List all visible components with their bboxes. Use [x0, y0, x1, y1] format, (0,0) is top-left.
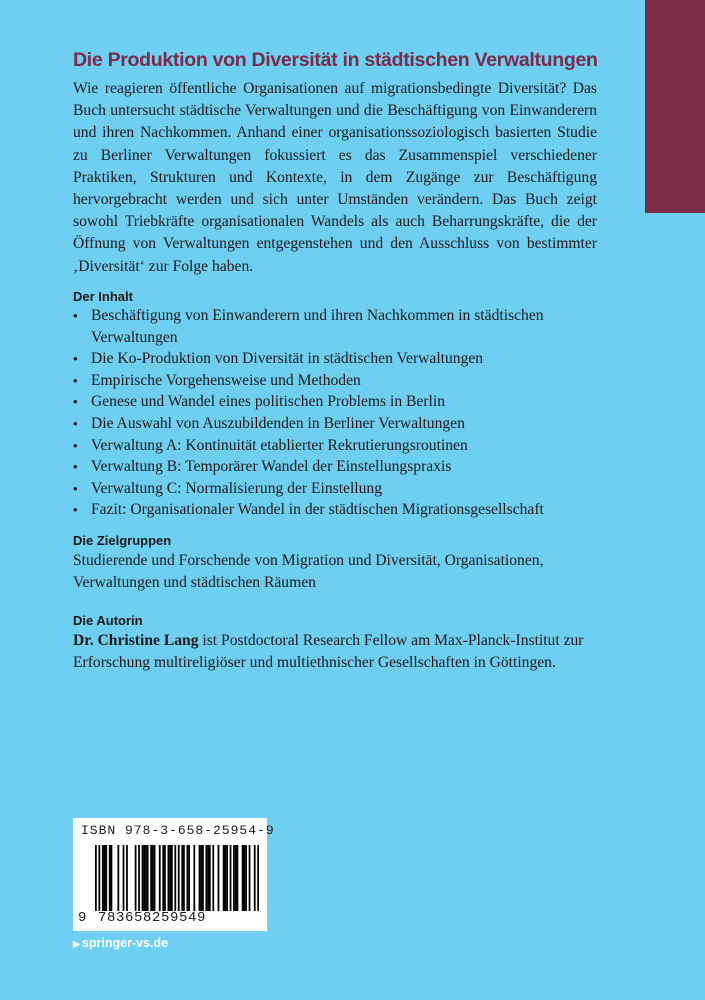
list-item: • Beschäftigung von Einwanderern und ihren Nachkommen in städtischen Verwaltungen — [73, 305, 613, 348]
barcode-bar — [257, 845, 259, 911]
barcode-bar — [226, 845, 228, 911]
barcode-bar — [207, 845, 209, 911]
list-item: • Verwaltung C: Normalisierung der Einstellung — [73, 478, 613, 500]
barcode-digits: 783658259549 — [98, 910, 207, 926]
list-item: • Die Auswahl von Auszubildenden in Berliner Verwaltungen — [73, 413, 613, 435]
barcode-bar — [193, 845, 195, 911]
barcode-bar — [199, 845, 201, 911]
barcode-bar — [237, 845, 239, 911]
barcode-bar — [209, 845, 211, 911]
barcode-bar — [242, 845, 244, 911]
list-item: • Verwaltung A: Kontinuität etablierter Rekrutierungsroutinen — [73, 435, 613, 457]
barcode-bar — [123, 845, 125, 911]
barcode-bar — [249, 845, 251, 911]
list-item: • Die Ko-Produktion von Diversität in städtischen Verwaltungen — [73, 348, 613, 370]
author-name: Dr. Christine Lang — [73, 632, 199, 649]
website-label: springer-vs.de — [81, 936, 169, 950]
barcode-bar — [126, 845, 128, 911]
barcode-bar — [186, 845, 188, 911]
isbn-barcode — [73, 818, 275, 931]
book-title: Die Produktion von Diversität in städtischen Verwaltungen — [73, 49, 598, 72]
triangle-arrow-icon: ▶ — [73, 939, 80, 949]
barcode-bars — [95, 845, 259, 911]
website-link[interactable] — [73, 936, 168, 950]
barcode-bar — [212, 845, 214, 911]
barcode-bar — [205, 845, 207, 911]
barcode-bar — [145, 845, 147, 911]
barcode-bar — [111, 845, 113, 911]
barcode-bar — [243, 845, 245, 911]
isbn-number: ISBN 978-3-658-25954-9 — [81, 823, 275, 838]
barcode-bar — [109, 845, 111, 911]
barcode-bar — [152, 845, 154, 911]
list-item: • Empirische Vorgehensweise und Methoden — [73, 370, 613, 392]
barcode-bar — [154, 845, 156, 911]
barcode-bar — [162, 845, 164, 911]
barcode-bar — [181, 845, 183, 911]
barcode-bar — [188, 845, 190, 911]
barcode-bar — [159, 845, 161, 911]
barcode-bar — [142, 845, 144, 911]
barcode-lead-digit: 9 — [78, 910, 87, 926]
audience-heading: Die Zielgruppen — [73, 533, 172, 548]
barcode-bar — [235, 845, 237, 911]
barcode-bar — [224, 845, 226, 911]
barcode-bar — [138, 845, 140, 911]
author-description: ist Postdoctoral Research Fellow am Max-Planck-Institut zur Erforschung multireligiöser und multiethnischer Gesellschaften in Göttingen. — [73, 632, 584, 671]
author-heading: Die Autorin — [73, 613, 143, 628]
barcode-bar — [104, 845, 106, 911]
barcode-bar — [147, 845, 149, 911]
barcode-bar — [174, 845, 176, 911]
barcode-bar — [164, 845, 166, 911]
barcode-bar — [169, 845, 171, 911]
barcode-bar — [135, 845, 137, 911]
intro-paragraph: Wie reagieren öffentliche Organisationen auf migrationsbedingte Diversität? Das Buch untersucht städtische Verwaltungen und die Beschäftigung von Einwanderern und ihren Nachkommen. Anhand einer organisationssoziologisch basierten Studie zu Berliner Verwaltungen fokussiert es das Zusammenspiel verschiedener Praktiken, Strukturen und Kontexte, in dem Zugänge zur Beschäftigung hervorgebracht werden und sich unter Umständen verändern. Das Buch zeigt sowohl Triebkräfte organisationalen Wandels als auch Beharrungskräfte, die der Öffnung von Verwaltungen entgegenstehen und den Ausschluss von bestimmter ‚Diversität‘ zur Folge haben. — [73, 80, 597, 275]
barcode-bar — [202, 845, 204, 911]
barcode-bar — [105, 845, 107, 911]
barcode-bar — [117, 845, 119, 911]
barcode-bar — [171, 845, 173, 911]
barcode-bar — [95, 845, 97, 911]
barcode-bar — [223, 845, 225, 911]
barcode-bar — [102, 845, 104, 911]
barcode-bar — [178, 845, 180, 911]
list-item: • Genese und Wandel eines politischen Problems in Berlin — [73, 391, 613, 413]
barcode-bar — [143, 845, 145, 911]
barcode-bar — [254, 845, 256, 911]
barcode-bar — [230, 845, 232, 911]
barcode-bar — [233, 845, 235, 911]
barcode-bar — [150, 845, 152, 911]
barcode-bar — [218, 845, 220, 911]
accent-tab — [645, 0, 705, 213]
contents-list — [73, 305, 613, 521]
barcode-bar — [98, 845, 100, 911]
audience-text: Studierende und Forschende von Migration und Diversität, Organisationen, Verwaltungen und städtischen Räumen — [73, 552, 544, 591]
list-item: • Fazit: Organisationaler Wandel in der städtischen Migrationsgesellschaft — [73, 499, 613, 521]
barcode-bar — [245, 845, 247, 911]
author-bio — [73, 630, 633, 674]
barcode-bar — [168, 845, 170, 911]
contents-heading: Der Inhalt — [73, 289, 133, 304]
barcode-bar — [183, 845, 185, 911]
barcode-bar — [200, 845, 202, 911]
list-item: • Verwaltung B: Temporärer Wandel der Einstellungspraxis — [73, 456, 613, 478]
